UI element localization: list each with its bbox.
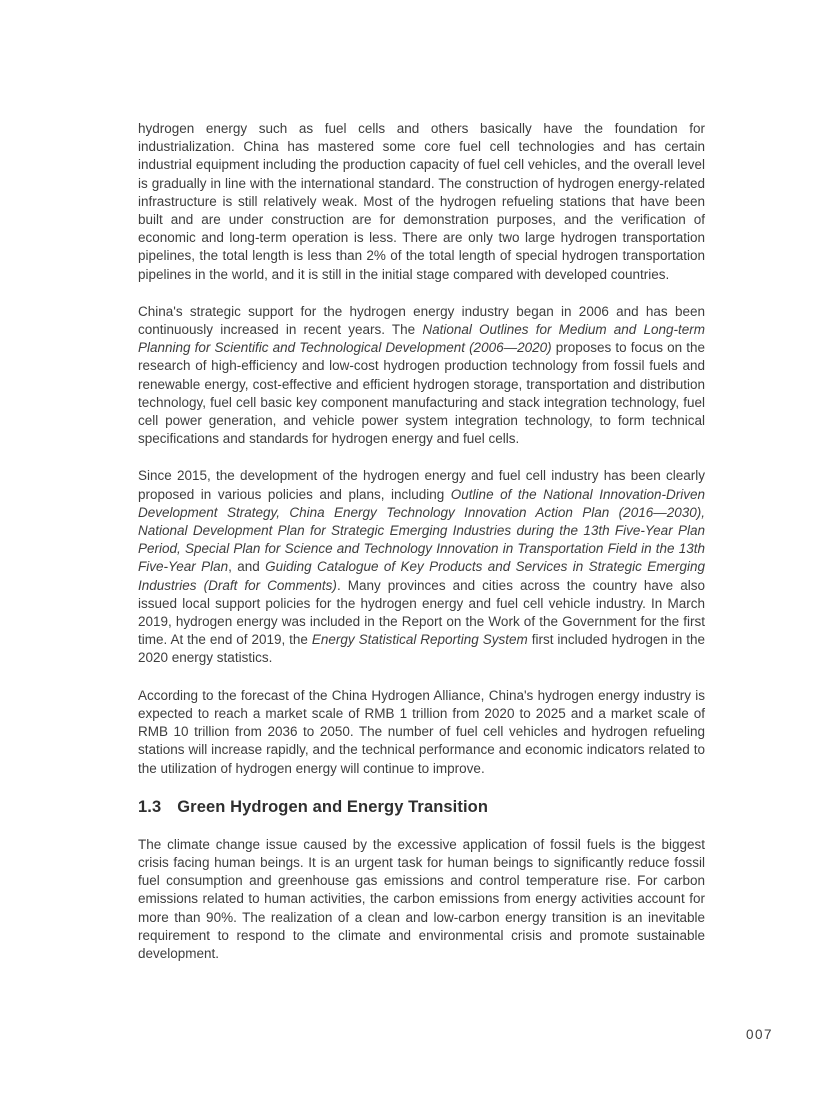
paragraph-strategic-support [138,303,705,449]
page-body [138,120,705,982]
text-run: proposes to focus on the research of high-efficiency and low-cost hydrogen production technology from fossil fuels and renewable energy, cost-effective and efficient hydrogen storage, transportation and distribution technology, fuel cell basic key component manufacturing and stack integration technology, fuel cell power generation, and vehicle power system integration technology, to form technical specifications and standards for hydrogen energy and fuel cells. [138,340,705,447]
paragraph-industrial-foundation [138,120,705,284]
text-run: . Many provinces and cities across the country have also issued local support policies for the hydrogen energy and fuel cell vehicle industry. In March 2019, hydrogen energy was included in the Report on the Work of the Government for the first time. At the end of 2019, the [138,577,706,648]
paragraph-climate-change [138,836,705,963]
text-run: first included hydrogen in the 2020 energy statistics. [138,632,706,666]
document-title-text: Guiding Catalogue of Key Products and Services in Strategic Emerging Industries (Draft for Comments) [138,559,705,593]
document-title-text: National Outlines for Medium and Long-term Planning for Scientific and Technological Development (2006—2020) [138,322,705,356]
text-run: Since 2015, the development of the hydrogen energy and fuel cell industry has been clearly proposed in various policies and plans, including [138,468,705,502]
document-title-text: Energy Statistical Reporting System [311,632,528,648]
text-run: According to the forecast of the China Hydrogen Alliance, China's hydrogen energy industry is expected to reach a market scale of RMB 1 trillion from 2020 to 2025 and a market scale of RMB 10 trillion from 2036 to 2050. The number of fuel cell vehicles and hydrogen refueling stations will increase rapidly, and the technical performance and economic indicators related to the utilization of hydrogen energy will continue to improve. [138,687,705,776]
page-number: 007 [745,1027,773,1042]
section-title: Green Hydrogen and Energy Transition [177,797,488,816]
text-run: The climate change issue caused by the excessive application of fossil fuels is the biggest crisis facing human beings. It is an urgent task for human beings to significantly reduce fossil fuel consumption and greenhouse gas emissions and control temperature rise. For carbon emissions related to human activities, the carbon emissions from energy activities account for more than 90%. The realization of a clean and low-carbon energy transition is an inevitable requirement to respond to the climate and environmental crisis and promote sustainable development. [138,836,705,961]
paragraph-market-forecast [138,687,705,778]
document-title-text: Outline of the National Innovation-Driven Development Strategy, China Energy Technology Innovation Action Plan (2016—2030), National Development Plan for Strategic Emerging Industries during the 13th Five-Year Plan Period, Special Plan for Science and Technology Innovation in Transportation Field in the 13th Five-Year Plan [138,486,705,575]
text-run: , and [228,559,266,575]
section-number: 1.3 [138,797,162,816]
text-run: China's strategic support for the hydrogen energy industry began in 2006 and has been continuously increased in recent years. The [138,303,705,338]
paragraph-policies-since-2015 [138,467,705,667]
section-heading [138,797,705,817]
text-run: hydrogen energy such as fuel cells and others basically have the foundation for industrialization. China has mastered some core fuel cell technologies and has certain industrial equipment including the production capacity of fuel cell vehicles, and the overall level is gradually in line with the international standard. The construction of hydrogen energy-related infrastructure is still relatively weak. Most of the hydrogen refueling stations that have been built and are under construction are for demonstration purposes, and the verification of economic and long-term operation is less. There are only two large hydrogen transportation pipelines, the total length is less than 2% of the total length of special hydrogen transportation pipelines in the world, and it is still in the initial stage compared with developed countries. [138,121,705,282]
